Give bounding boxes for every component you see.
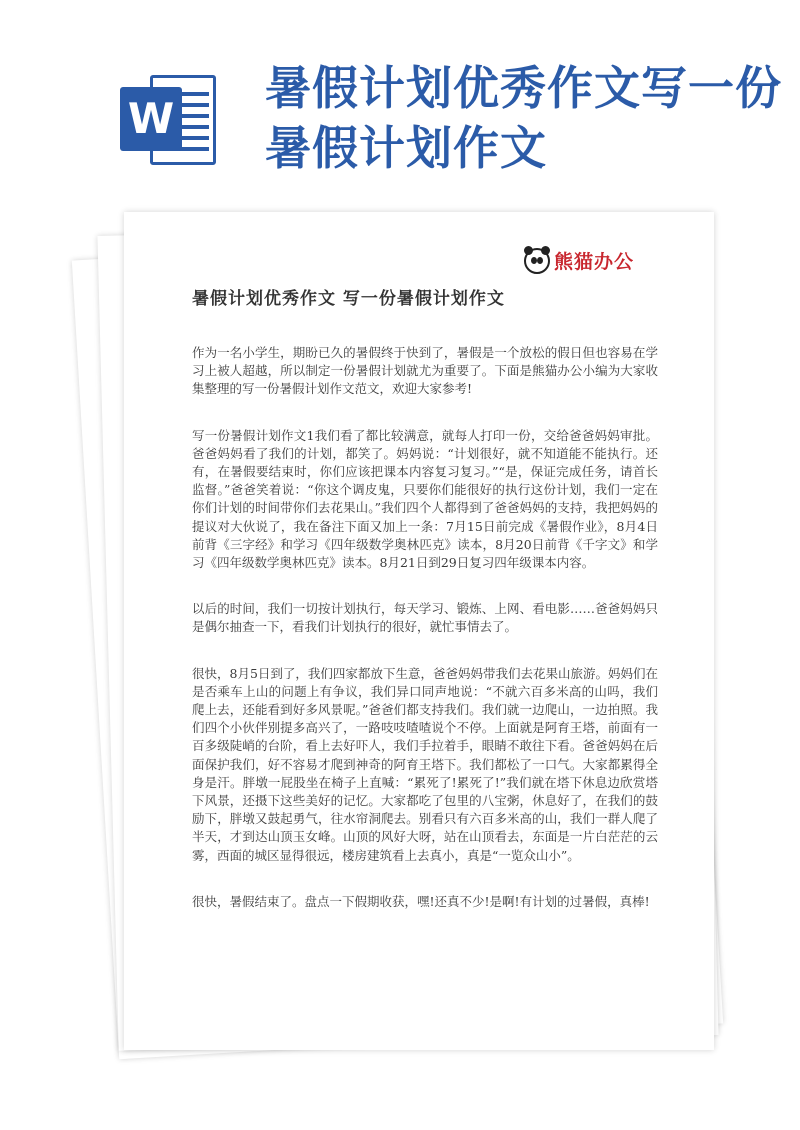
- document-page: [124, 212, 714, 1050]
- paragraph-conclusion: 很快，暑假结束了。盘点一下假期收获，嘿!还真不少!是啊!有计划的过暑假，真棒!: [192, 893, 650, 909]
- document-title: 暑假计划优秀作文 写一份暑假计划作文: [192, 289, 505, 309]
- brand-name: 熊猫办公: [554, 251, 635, 273]
- paragraph-trip: 很快，8月5日到了，我们四家都放下生意，爸爸妈妈带我们去花果山旅游。妈妈们在是否乘车上山的问题上有争议，我们异口同声地说：“不就六百多米高的山吗，我们爬上去，还能看到好多风景呢。”爸爸们都支持我们。我们就一边爬山，一边拍照。我们四个小伙伴别提多高兴了，一路吱吱喳喳说个不停。上面就是阿育王塔，前面有一百多级陡峭的台阶，看上去好吓人，我们手拉着手，眼睛不敢往下看。爸爸妈妈在后面保护我们，好不容易才爬到神奇的阿育王塔下。我们都松了一口气。大家都累得全身是汗。胖墩一屁股坐在椅子上直喊：“累死了!累死了!”我们就在塔下休息边欣赏塔下风景，还摄下这些美好的记忆。大家都吃了包里的八宝粥，休息好了，在我们的鼓励下，胖墩又鼓起勇气，往水帘洞爬去。别看只有六百多米高的山，我们一群人爬了半天，才到达山顶玉女峰。山顶的风好大呀，站在山顶看去，东面是一片白茫茫的云雾，西面的城区显得很远，楼房建筑看上去真小，真是“一览众山小”。: [192, 665, 658, 863]
- paragraph-execution: 以后的时间，我们一切按计划执行，每天学习、锻炼、上网、看电影……爸爸妈妈只是偶尔抽查一下，看我们计划执行的很好，就忙事情去了。: [192, 601, 658, 635]
- header-banner: [0, 0, 800, 200]
- word-badge: W: [120, 87, 182, 151]
- paragraph-plan: 写一份暑假计划作文1我们看了都比较满意，就每人打印一份，交给爸爸妈妈审批。爸爸妈妈看了我们的计划，都笑了。妈妈说：“计划很好，就不知道能不能执行。还有，在暑假要结束时，你们应该把课本内容复习复习。”“是，保证完成任务，请首长监督。”爸爸笑着说：“你这个调皮鬼，只要你们能很好的执行这份计划，我们一定在你们计划的时间带你们去花果山。”我们四个人都得到了爸爸妈妈的支持，我把妈妈的提议对大伙说了，我在备注下面又加上一条：7月15日前完成《暑假作业》，8月4日前背《三字经》和学习《四年级数学奥林匹克》读本，8月20日前背《千字文》和学习《四年级数学奥林匹克》读本。8月21日到29日复习四年级课本内容。: [192, 427, 658, 571]
- panda-icon: [524, 248, 550, 274]
- paragraph-intro: 作为一名小学生，期盼已久的暑假终于快到了，暑假是一个放松的假日但也容易在学习上被人超越，所以制定一份暑假计划就尤为重要了。下面是熊猫办公小编为大家收集整理的写一份暑假计划作文范文，欢迎大家参考!: [192, 345, 658, 397]
- page-title: 暑假计划优秀作文写一份暑假计划作文: [265, 61, 782, 175]
- document-body: [192, 344, 658, 911]
- word-icon: [120, 75, 220, 165]
- brand-logo: [524, 248, 644, 278]
